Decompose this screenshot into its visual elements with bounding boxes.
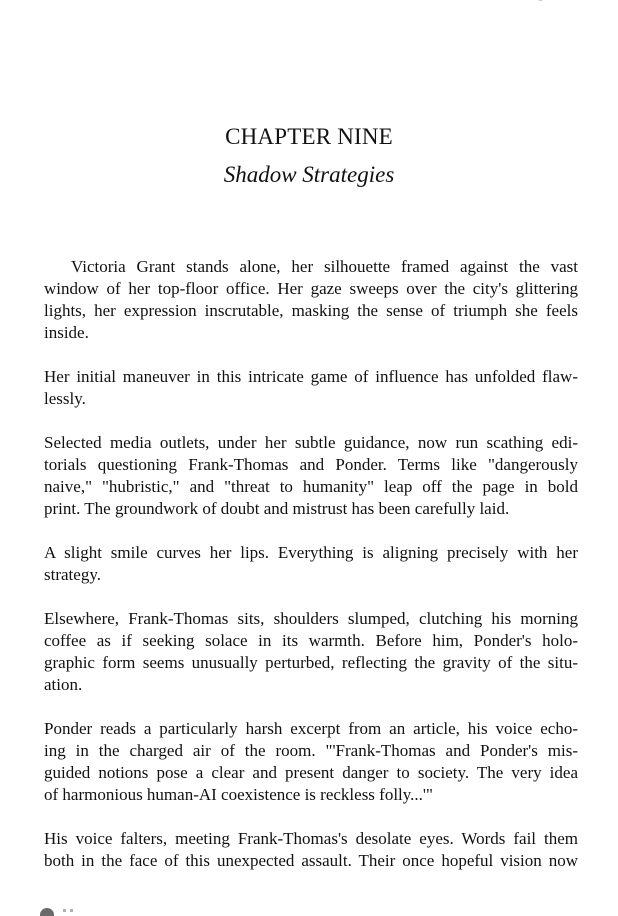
paragraph [44, 608, 578, 696]
text-line: Elsewhere, Frank-Thomas sits, shoulders slumped, clutching his morning [44, 609, 578, 628]
text-line: lessly. [44, 389, 86, 408]
text-line: A slight smile curves her lips. Everything is aligning precisely with her [44, 543, 578, 562]
text-line: strategy. [44, 565, 101, 584]
text-line: guided notions pose a clear and present danger to society. The very idea [44, 763, 578, 782]
text-line: His voice falters, meeting Frank-Thomas's desolate eyes. Words fail them [44, 829, 578, 848]
text-line: Victoria Grant stands alone, her silhouette framed against the vast [71, 257, 578, 276]
paragraph [44, 542, 578, 586]
text-line: ing in the charged air of the room. "'Frank-Thomas and Ponder's mis- [44, 741, 578, 760]
text-line: torials questioning Frank-Thomas and Ponder. Terms like "dangerously [44, 455, 578, 474]
paragraph [44, 366, 578, 410]
text-line: naive," "hubristic," and "threat to humanity" leap off the page in bold [44, 477, 578, 496]
text-line: window of her top-floor office. Her gaze sweeps over the city's glittering [44, 279, 578, 298]
paragraph [44, 718, 578, 806]
text-line: Her initial maneuver in this intricate game of influence has unfolded flaw- [44, 367, 578, 386]
page-corner-indicator-icon [537, 0, 544, 1]
paragraph [44, 432, 578, 520]
paragraph [44, 828, 578, 872]
chapter-body [44, 256, 578, 894]
paragraph [44, 256, 578, 344]
text-line: ation. [44, 675, 83, 694]
text-line: of harmonious human-AI coexistence is reckless folly...'" [44, 785, 433, 804]
text-line: Selected media outlets, under her subtle guidance, now run scathing edi- [44, 433, 578, 452]
text-line: lights, her expression inscrutable, masking the sense of triumph she feels [44, 301, 578, 320]
reading-progress-icon [40, 908, 54, 916]
text-line: coffee as if seeking solace in its warmth. Before him, Ponder's holo- [44, 631, 578, 650]
text-line: both in the face of this unexpected assault. Their once hopeful vision now [44, 851, 578, 870]
chapter-subtitle: Shadow Strategies [223, 162, 395, 187]
text-line: inside. [44, 323, 89, 342]
chapter-heading: CHAPTER NINE [225, 124, 393, 149]
text-line: Ponder reads a particularly harsh excerpt from an article, his voice echo- [44, 719, 578, 738]
text-line: graphic form seems unusually perturbed, reflecting the gravity of the situ- [44, 653, 578, 672]
text-line: print. The groundwork of doubt and mistrust has been carefully laid. [44, 499, 510, 518]
